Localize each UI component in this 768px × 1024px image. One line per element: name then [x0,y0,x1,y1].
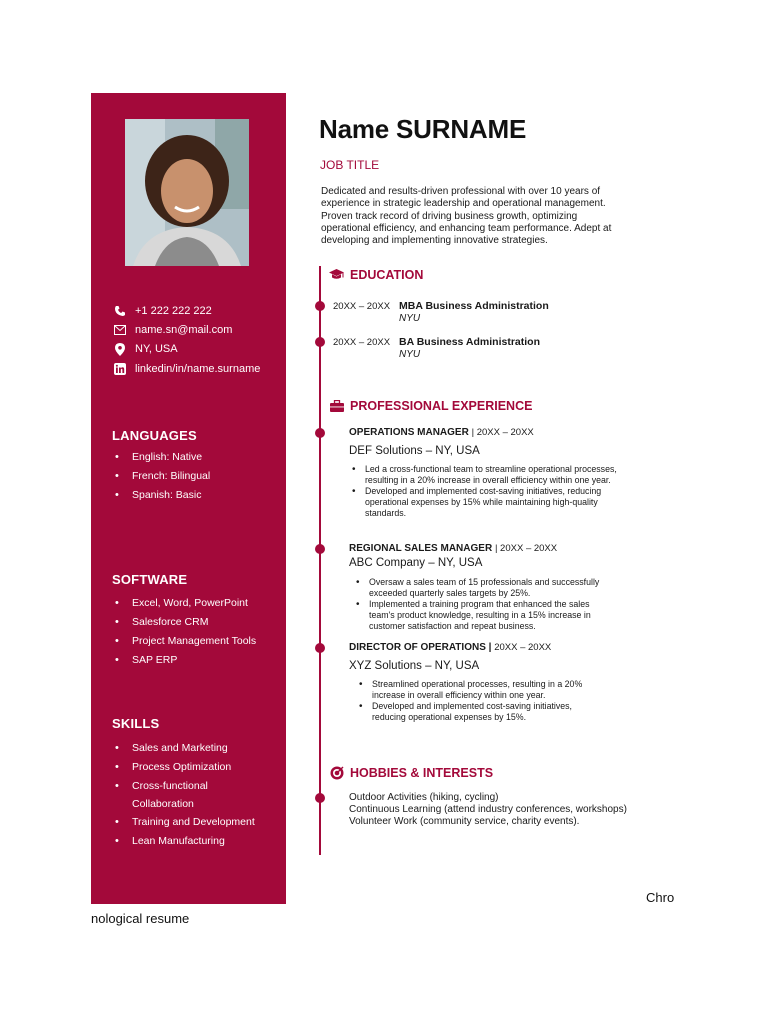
software-heading: SOFTWARE [112,572,188,587]
timeline-line [319,266,321,855]
software-list [113,594,256,670]
job-bullet: • Implemented a training program that enhanced the sales team's product knowledge, resulting in a 15% increase in customer satisfaction and repeat business. [353,599,609,632]
job-bullet: • Developed and implemented cost-saving initiatives, reducing operational expenses by 15% while maintaining high-quality standards. [349,486,619,519]
language-item: • English: Native [113,448,210,467]
education-school: NYU [399,313,421,324]
job-company: DEF Solutions – NY, USA [349,445,480,457]
job-company: XYZ Solutions – NY, USA [349,660,480,672]
job-bullets [353,577,609,632]
job-role [349,427,534,438]
software-item: • SAP ERP [113,651,256,670]
location-text: NY, USA [135,343,178,355]
timeline-dot [315,793,325,803]
hobbies-heading-text: HOBBIES & INTERESTS [350,765,494,780]
graduation-cap-icon [329,267,344,282]
sidebar [91,93,286,904]
skills-heading: SKILLS [112,716,160,731]
language-item: • French: Bilingual [113,467,210,486]
experience-heading-text: PROFESSIONAL EXPERIENCE [350,398,533,413]
languages-list [113,448,210,505]
education-degree: MBA Business Administration [399,300,549,312]
job-role-title: OPERATIONS MANAGER [349,427,469,438]
job-role-title: DIRECTOR OF OPERATIONS | [349,642,492,653]
job-role-title: REGIONAL SALES MANAGER [349,543,493,554]
hobby-item: Continuous Learning (attend industry conferences, workshops) [349,804,627,815]
languages-heading: LANGUAGES [112,428,197,443]
education-degree: BA Business Administration [399,336,540,348]
software-item: • Salesforce CRM [113,613,256,632]
hobby-item: Outdoor Activities (hiking, cycling) [349,792,499,803]
caption-part-1: Chro [646,890,675,905]
timeline-dot [315,544,325,554]
timeline-dot [315,337,325,347]
job-dates: | 20XX – 20XX [494,543,558,554]
job-bullet: • Oversaw a sales team of 15 professionals and successfully exceeded quarterly sales targets by 25%. [353,577,609,599]
phone-icon [113,304,127,318]
job-dates: 20XX – 20XX [494,642,552,653]
contact-linkedin [113,360,260,378]
hobby-item: Volunteer Work (community service, charity events). [349,816,580,827]
linkedin-icon [113,362,127,376]
skill-item: • Training and Development [113,813,273,832]
job-title: JOB TITLE [320,158,380,172]
education-dates: 20XX – 20XX [333,337,391,348]
timeline-dot [315,301,325,311]
education-heading [329,267,423,282]
timeline-dot [315,428,325,438]
job-bullets [356,679,602,723]
experience-heading [329,398,532,413]
job-role [349,543,557,554]
software-item: • Excel, Word, PowerPoint [113,594,256,613]
job-bullet: • Streamlined operational processes, resulting in a 20% increase in overall efficiency within one year. [356,679,602,701]
timeline-dot [315,643,325,653]
candidate-name: Name SURNAME [319,114,527,144]
skill-item: • Process Optimization [113,758,273,777]
envelope-icon [113,323,127,337]
job-dates: | 20XX – 20XX [471,427,534,438]
job-role [349,642,551,653]
profile-summary: Dedicated and results-driven professional with over 10 years of experience in strategic leadership and operational management. Proven track record of driving business growth, optimizing operational efficiency, and enhancing team performance. Adept at developing and implementing innovative strategies. [321,186,612,247]
job-company: ABC Company – NY, USA [349,557,483,569]
education-dates: 20XX – 20XX [333,301,391,312]
skill-item: • Sales and Marketing [113,739,273,758]
job-bullets [349,464,619,519]
contact-location [113,340,178,358]
hobbies-heading [329,765,493,780]
location-pin-icon [113,342,127,356]
phone-text: +1 222 222 222 [135,305,212,317]
target-icon [329,765,344,780]
software-item: • Project Management Tools [113,632,256,651]
briefcase-icon [329,398,344,413]
job-bullet: • Led a cross-functional team to streamline operational processes, resulting in a 20% increase in overall efficiency within one year. [349,464,619,486]
email-text: name.sn@mail.com [135,324,233,336]
skill-item: • Lean Manufacturing [113,832,273,851]
education-school: NYU [399,349,421,360]
contact-phone [113,302,212,320]
education-heading-text: EDUCATION [350,267,424,282]
language-item: • Spanish: Basic [113,486,210,505]
skills-list [113,739,273,851]
linkedin-text: linkedin/in/name.surname [135,363,261,375]
job-bullet: • Developed and implemented cost-saving initiatives, reducing operational expenses by 15%. [356,701,602,723]
skill-item: • Cross-functional Collaboration [113,777,222,813]
contact-email [113,321,232,339]
profile-photo [125,119,249,266]
caption-part-2: nological resume [91,911,190,926]
